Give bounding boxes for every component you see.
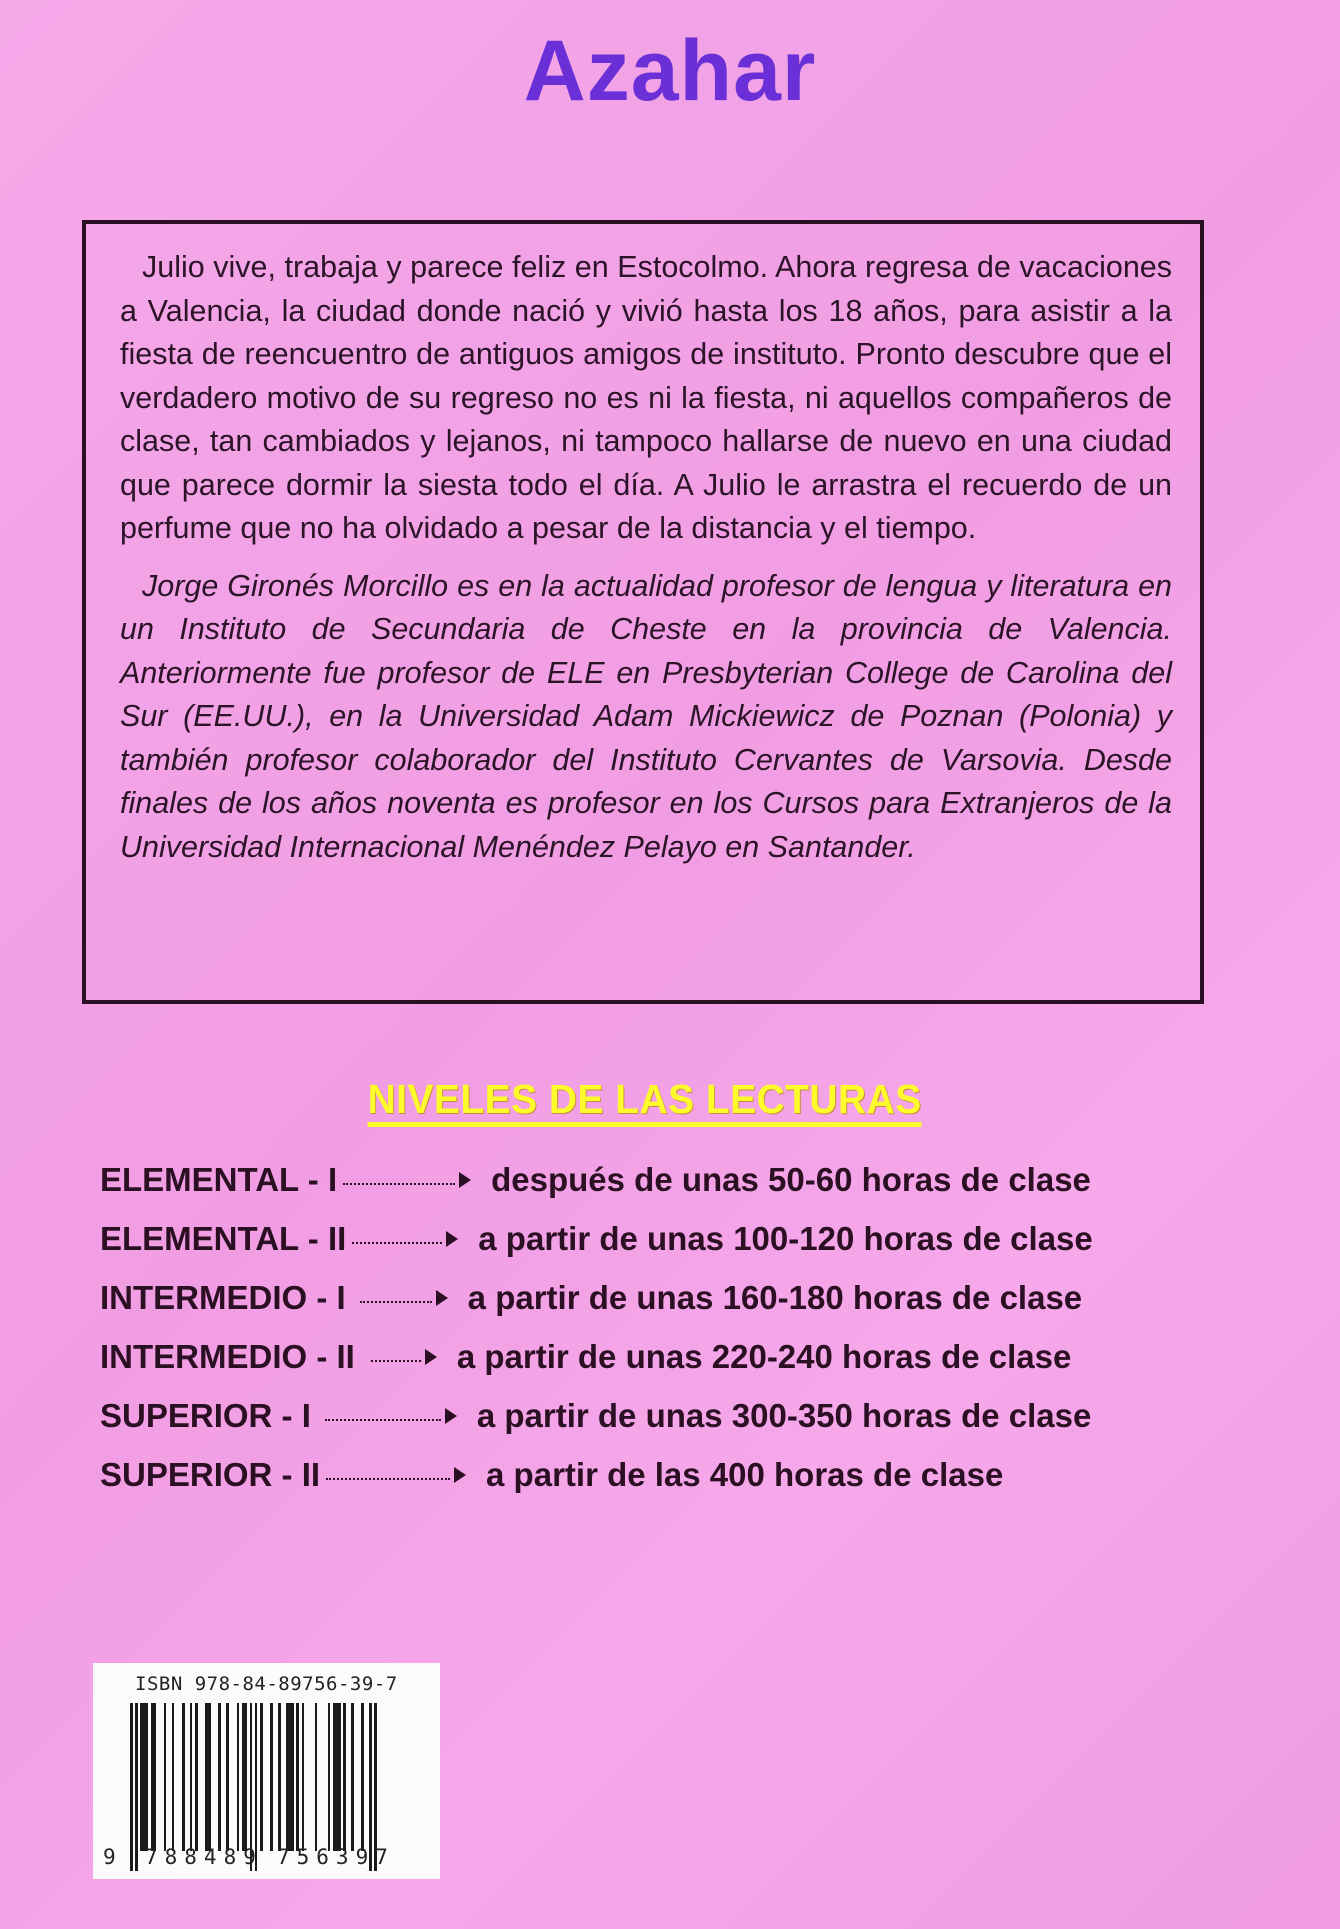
- barcode-bar: [338, 1703, 341, 1851]
- level-row: [100, 1209, 1220, 1268]
- author-bio: Jorge Gironés Morcillo es en la actualidad profesor de lengua y literatura en un Instituto de Secundaria de Cheste en la provincia de Valencia. Anteriormente fue profesor de ELE en Presbyterian College de Carolina del Sur (EE.UU.), en la Universidad Adam Mickiewicz de Poznan (Polonia) y también profesor colaborador del Instituto Cervantes de Varsovia. Desde finales de los años noventa es profesor en los Cursos para Extranjeros de la Universidad Internacional Menéndez Pelayo en Santander.: [120, 568, 1172, 864]
- barcode-right-digits: 756397: [277, 1845, 395, 1869]
- level-row: [100, 1268, 1220, 1327]
- barcode-bar: [361, 1703, 364, 1851]
- barcode-bar: [146, 1703, 149, 1851]
- level-name: ELEMENTAL - II: [100, 1219, 347, 1257]
- barcode-bar: [195, 1703, 198, 1851]
- barcode-bar: [218, 1703, 221, 1851]
- dotted-leader: [360, 1301, 432, 1303]
- barcode-bar: [226, 1703, 229, 1851]
- level-name: SUPERIOR - I: [100, 1396, 311, 1434]
- barcode-bar: [260, 1703, 263, 1851]
- level-row: [100, 1386, 1220, 1445]
- description-box: [82, 220, 1204, 1004]
- barcode-bar: [328, 1703, 331, 1851]
- barcode-bar: [130, 1703, 133, 1871]
- dotted-leader: [343, 1183, 455, 1185]
- level-row: [100, 1327, 1220, 1386]
- barcode-bar: [315, 1703, 318, 1851]
- barcode-bar: [164, 1703, 167, 1851]
- dotted-leader: [371, 1360, 421, 1362]
- level-name: INTERMEDIO - I: [100, 1278, 346, 1316]
- arrow-icon: [446, 1231, 458, 1247]
- barcode-bar: [278, 1703, 281, 1851]
- barcode-bar: [190, 1703, 193, 1851]
- barcode-first-digit: 9: [103, 1845, 116, 1869]
- barcode-bar: [208, 1703, 211, 1851]
- level-row: [100, 1150, 1220, 1209]
- level-description: a partir de unas 220-240 horas de clase: [456, 1337, 1072, 1375]
- dotted-leader: [325, 1419, 441, 1421]
- arrow-icon: [459, 1172, 471, 1188]
- level-description: a partir de las 400 horas de clase: [486, 1455, 1004, 1493]
- barcode-bar: [153, 1703, 156, 1851]
- barcode-bar: [291, 1703, 294, 1851]
- arrow-icon: [436, 1290, 448, 1306]
- barcode-bar: [237, 1703, 240, 1851]
- level-name: ELEMENTAL - I: [100, 1160, 338, 1198]
- arrow-icon: [445, 1408, 457, 1424]
- dotted-leader: [352, 1242, 442, 1244]
- level-description: a partir de unas 300-350 horas de clase: [476, 1396, 1092, 1434]
- levels-heading: [0, 1076, 1290, 1127]
- arrow-icon: [425, 1349, 437, 1365]
- synopsis: Julio vive, trabaja y parece feliz en Estocolmo. Ahora regresa de vacaciones a Valencia, la ciudad donde nació y vivió hasta los 18 años, para asistir a la fiesta de reencuentro de antiguos amigos de instituto. Pronto descubre que el verdadero motivo de su regreso no es ni la fiesta, ni aquellos compañeros de clase, tan cambiados y lejanos, ni tampoco hallarse de nuevo en una ciudad que parece dormir la siesta todo el día. A Julio le arrastra el recuerdo de un perfume que no ha olvidado a pesar de la distancia y el tiempo.: [120, 250, 1172, 545]
- barcode-bar: [351, 1703, 354, 1851]
- level-name: INTERMEDIO - II: [100, 1337, 355, 1375]
- barcode-bar: [270, 1703, 273, 1851]
- barcode-bar: [172, 1703, 175, 1851]
- levels-heading-text: NIVELES DE LAS LECTURAS: [368, 1076, 922, 1127]
- barcode-bar: [244, 1703, 247, 1851]
- level-name: SUPERIOR - II: [100, 1455, 321, 1493]
- level-description: a partir de unas 100-120 horas de clase: [478, 1219, 1093, 1257]
- level-row: [100, 1445, 1220, 1504]
- isbn-barcode: [93, 1663, 440, 1879]
- barcode-bar: [343, 1703, 346, 1851]
- barcode-bar: [296, 1703, 299, 1851]
- levels-list: [100, 1150, 1220, 1504]
- barcode-bar: [135, 1703, 138, 1871]
- level-description: después de unas 50-60 horas de clase: [491, 1160, 1091, 1198]
- book-title: Azahar: [523, 23, 817, 119]
- dotted-leader: [326, 1478, 450, 1480]
- level-description: a partir de unas 160-180 horas de clase: [467, 1278, 1083, 1316]
- barcode-bar: [182, 1703, 185, 1851]
- arrow-icon: [454, 1467, 466, 1483]
- isbn-label: ISBN 978-84-89756-39-7: [135, 1673, 398, 1695]
- barcode-left-digits: 788489: [145, 1845, 263, 1869]
- barcode-bar: [302, 1703, 305, 1851]
